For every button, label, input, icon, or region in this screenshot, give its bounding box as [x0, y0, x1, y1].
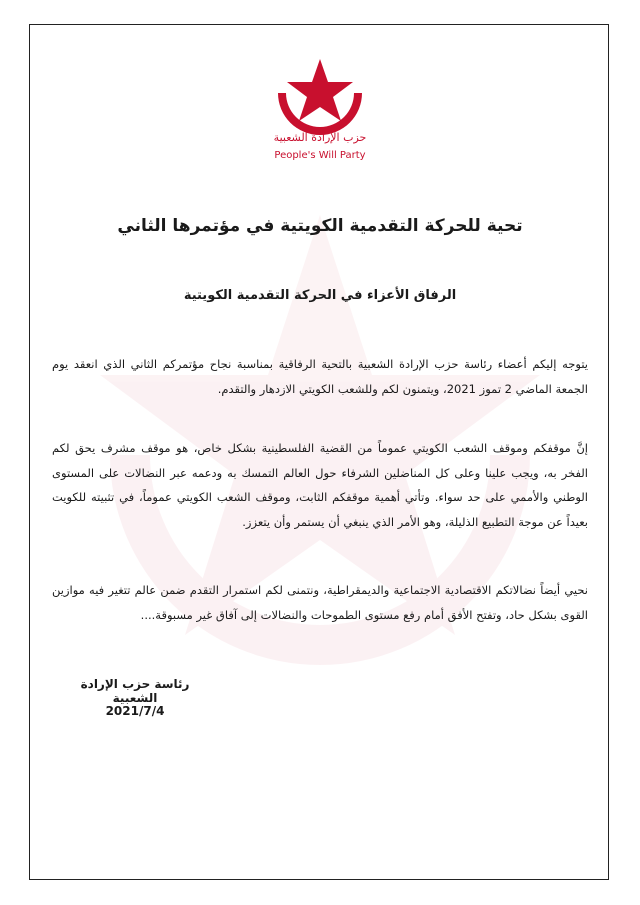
paragraph-2: إنَّ موقفكم وموقف الشعب الكويتي عموماً من القضية الفلسطينية بشكل خاص، هو موقف مشرف يحق لكم الفخر به، ويجب علينا وعلى كل المناضلين الشرفاء حول العالم التمسك به ودعمه عبر النضالات على المستوى الوطني والأممي على حد سواء. وتأتي أهمية موقفكم الثابت، وموقف الشعب الكويتي عموماً، في تثبيته للكويت بعيداً عن موجة التطبيع الذليلة، وهو الأمر الذي ينبغي أن يستمر وأن يتعزز.: [52, 441, 588, 529]
salutation: الرفاق الأعزاء في الحركة التقدمية الكويتية: [183, 288, 457, 303]
signature: رئاسة حزب الإرادة الشعبية: [80, 677, 190, 705]
paragraph-1: يتوجه إليكم أعضاء رئاسة حزب الإرادة الشعبية بالتحية الرفاقية بمناسبة نجاح مؤتمركم الثاني الذي انعقد يوم الجمعة الماضي 2 تموز 2021، ويتمنون لكم وللشعب الكويتي الازدهار والتقدم.: [52, 357, 588, 396]
document-title: تحية للحركة التقدمية الكويتية في مؤتمرها الثاني: [117, 216, 523, 236]
logo-arabic-name: حزب الإرادة الشعبية: [273, 131, 367, 144]
logo-english-name: People's Will Party: [274, 150, 366, 161]
document-date: 2021/7/4: [105, 704, 165, 718]
paragraph-3: نحيي أيضاً نضالاتكم الاقتصادية الاجتماعية والديمقراطية، ونتمنى لكم استمرار التقدم ضمن عالم تتغير فيه موازين القوى بشكل حاد، وتفتح الأفق أمام رفع مستوى الطموحات والنضالات إلى آفاق غير مسبوقة....: [52, 583, 588, 622]
